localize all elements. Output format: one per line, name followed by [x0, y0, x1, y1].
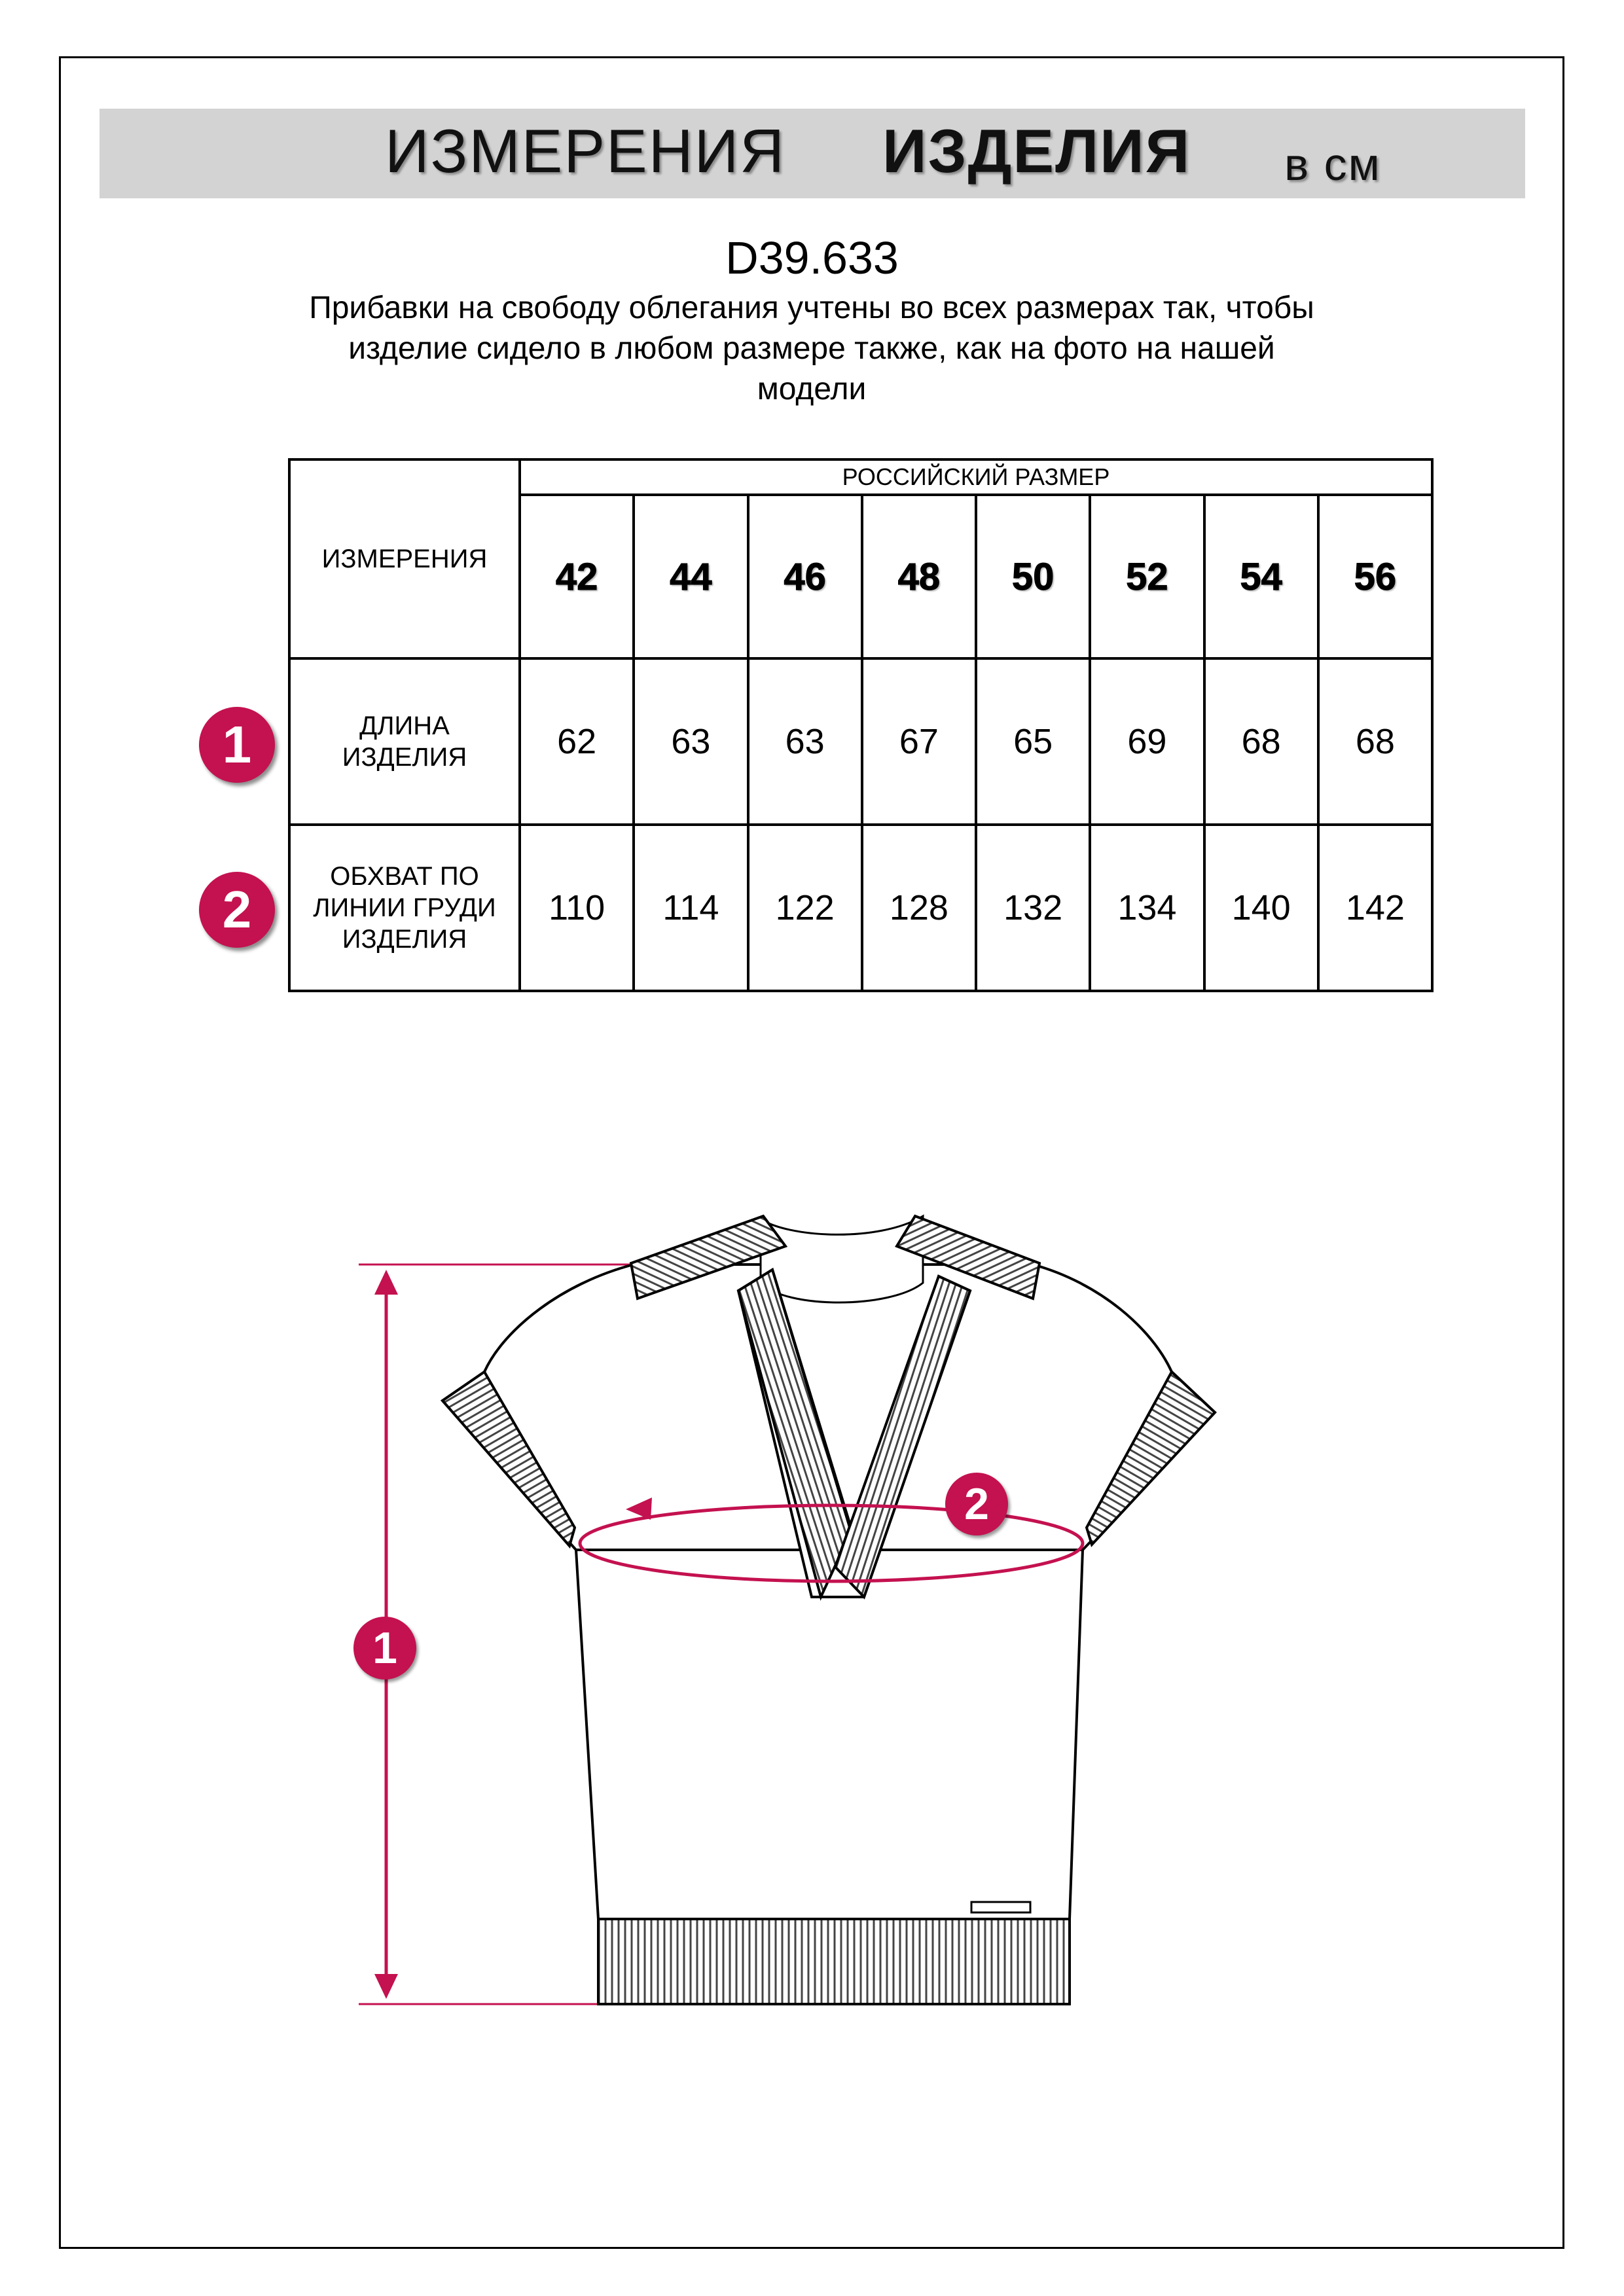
chest-value: 142: [1318, 825, 1432, 991]
chest-value: 132: [976, 825, 1090, 991]
length-value: 65: [976, 658, 1090, 825]
length-value: 69: [1090, 658, 1204, 825]
chest-value: 110: [520, 825, 634, 991]
length-value: 63: [634, 658, 748, 825]
length-value: 63: [748, 658, 862, 825]
chest-value: 128: [862, 825, 976, 991]
fit-note-line-2: изделие сидело в любом размере также, как на фото на нашей: [348, 331, 1275, 366]
product-code: D39.633: [725, 232, 899, 283]
length-value: 62: [520, 658, 634, 825]
fit-note-line-1: Прибавки на свободу облегания учтены во всех размерах так, чтобы: [309, 291, 1314, 325]
length-badge: 1: [199, 707, 275, 783]
size-header: 48: [862, 495, 976, 658]
size-header: 44: [634, 495, 748, 658]
fit-note-line-3: модели: [757, 372, 867, 406]
size-header: 54: [1204, 495, 1318, 658]
chest-value: 134: [1090, 825, 1204, 991]
chest-value: 140: [1204, 825, 1318, 991]
row-label-line: ДЛИНА: [359, 711, 450, 740]
size-group-header: РОССИЙСКИЙ РАЗМЕР: [520, 459, 1432, 495]
row-label-line: ОБХВАТ ПО: [330, 862, 479, 891]
size-header: 50: [976, 495, 1090, 658]
size-header: 46: [748, 495, 862, 658]
length-value: 68: [1318, 658, 1432, 825]
chest-marker: 2: [945, 1473, 1008, 1535]
row-label-line: ЛИНИИ ГРУДИ: [313, 893, 496, 922]
header-title-regular: ИЗМЕРЕНИЯ: [385, 117, 786, 185]
header-unit: в см: [1284, 139, 1381, 190]
length-value: 67: [862, 658, 976, 825]
size-header: 42: [520, 495, 634, 658]
row-label-line: ИЗДЕЛИЯ: [342, 925, 467, 954]
chest-value: 122: [748, 825, 862, 991]
length-marker: 1: [353, 1617, 416, 1679]
size-header: 52: [1090, 495, 1204, 658]
size-header: 56: [1318, 495, 1432, 658]
header-title-bold: ИЗДЕЛИЯ: [882, 117, 1191, 185]
length-value: 68: [1204, 658, 1318, 825]
corner-header: ИЗМЕРЕНИЯ: [289, 459, 520, 658]
row-label-line: ИЗДЕЛИЯ: [342, 743, 467, 772]
chest-value: 114: [634, 825, 748, 991]
chest-badge: 2: [199, 872, 275, 948]
